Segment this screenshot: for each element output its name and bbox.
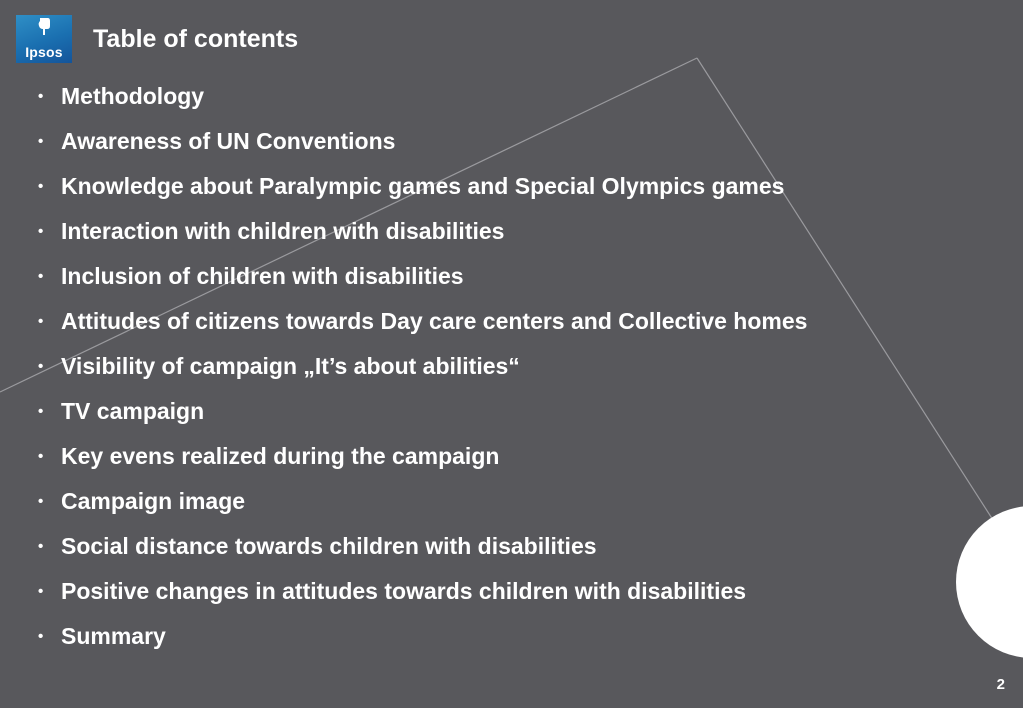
toc-item-label: TV campaign bbox=[61, 398, 205, 424]
bullet: • bbox=[38, 313, 44, 330]
bullet: • bbox=[38, 268, 44, 285]
toc-item-visibility-campaign bbox=[38, 344, 807, 389]
bullet: • bbox=[38, 628, 44, 645]
toc-item-label: Campaign image bbox=[61, 488, 246, 514]
bullet: • bbox=[38, 358, 44, 375]
toc-item-key-events bbox=[38, 434, 807, 479]
toc-item-label: Knowledge about Paralympic games and Special Olympics games bbox=[61, 173, 785, 199]
toc-item-label: Key evens realized during the campaign bbox=[61, 443, 500, 469]
toc-item-label: Methodology bbox=[61, 83, 205, 109]
logo-text: Ipsos bbox=[25, 44, 63, 60]
toc-item-campaign-image bbox=[38, 479, 807, 524]
bullet: • bbox=[38, 538, 44, 555]
bullet: • bbox=[38, 223, 44, 240]
toc-item-awareness-un-conventions bbox=[38, 119, 807, 164]
toc-item-attitudes-day-care bbox=[38, 299, 807, 344]
bullet: • bbox=[38, 178, 44, 195]
decorative-circle bbox=[956, 506, 1023, 658]
table-of-contents bbox=[38, 74, 807, 659]
toc-item-label: Visibility of campaign „It’s about abilities“ bbox=[61, 353, 520, 379]
toc-item-label: Inclusion of children with disabilities bbox=[61, 263, 464, 289]
ipsos-logo bbox=[16, 15, 72, 63]
page-number: 2 bbox=[996, 676, 1005, 693]
bullet: • bbox=[38, 493, 44, 510]
bullet: • bbox=[38, 133, 44, 150]
toc-item-label: Summary bbox=[61, 623, 166, 649]
toc-item-label: Positive changes in attitudes towards children with disabilities bbox=[61, 578, 747, 604]
toc-item-methodology bbox=[38, 74, 807, 119]
toc-item-label: Social distance towards children with disabilities bbox=[61, 533, 597, 559]
logo-mark-icon bbox=[37, 17, 51, 37]
page-title: Table of contents bbox=[93, 25, 299, 53]
toc-item-knowledge-paralympic bbox=[38, 164, 807, 209]
toc-item-label: Interaction with children with disabilities bbox=[61, 218, 505, 244]
toc-item-inclusion bbox=[38, 254, 807, 299]
toc-item-label: Awareness of UN Conventions bbox=[61, 128, 396, 154]
toc-item-positive-changes bbox=[38, 569, 807, 614]
bullet: • bbox=[38, 88, 44, 105]
toc-item-interaction bbox=[38, 209, 807, 254]
bullet: • bbox=[38, 583, 44, 600]
toc-item-social-distance bbox=[38, 524, 807, 569]
toc-item-label: Attitudes of citizens towards Day care centers and Collective homes bbox=[61, 308, 808, 334]
toc-item-tv-campaign bbox=[38, 389, 807, 434]
bullet: • bbox=[38, 403, 44, 420]
bullet: • bbox=[38, 448, 44, 465]
toc-item-summary bbox=[38, 614, 807, 659]
